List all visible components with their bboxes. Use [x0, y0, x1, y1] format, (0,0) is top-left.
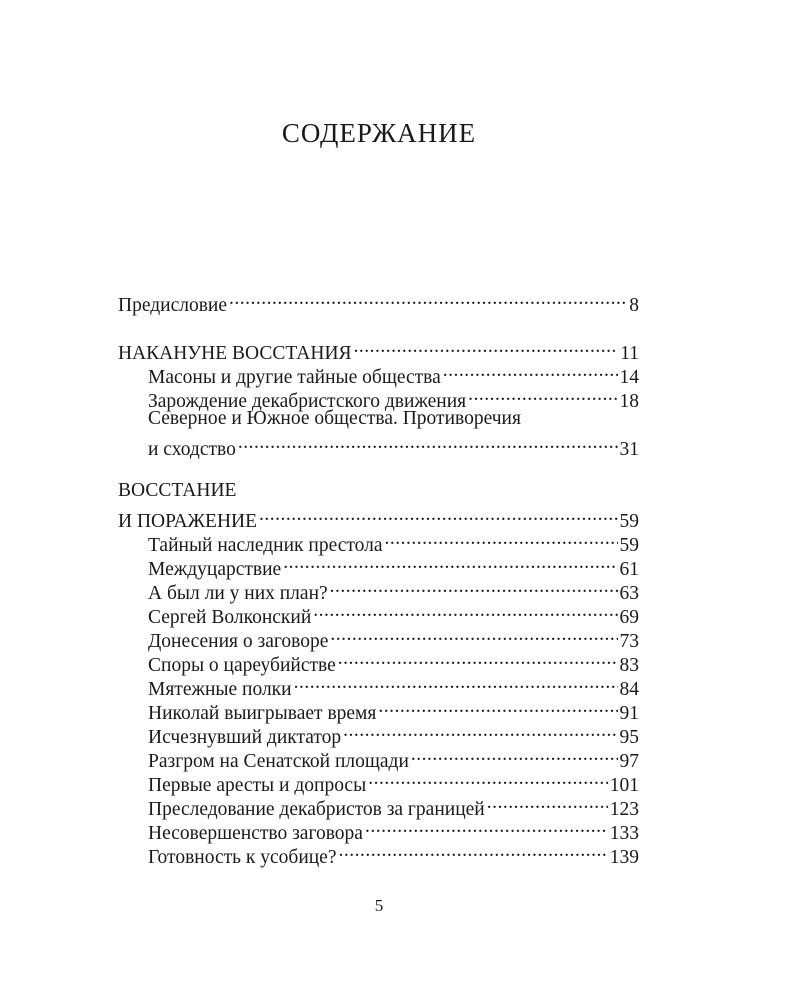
dot-leader — [368, 767, 608, 791]
page-number: 5 — [374, 896, 384, 915]
dot-leader — [294, 671, 618, 695]
toc-entry-label: Споры о цареубийстве — [148, 655, 336, 676]
toc-entry-label: Готовность к усобице? — [148, 847, 337, 868]
toc-entry-page: 83 — [619, 655, 639, 676]
toc-entry-label-line: Северное и Южное общества. Противоречия — [148, 408, 521, 429]
toc-entry-label: Мятежные полки — [148, 679, 292, 700]
toc-entry-page: 95 — [619, 727, 639, 748]
dot-leader — [443, 359, 618, 383]
dot-leader — [339, 839, 608, 863]
toc-entry-label: Междуцарствие — [148, 559, 282, 580]
toc-entry-page: 63 — [619, 583, 639, 604]
toc-entry-label: Несовершенство заговора — [148, 823, 363, 844]
toc-entry-page: 8 — [629, 295, 639, 316]
dot-leader — [468, 383, 617, 407]
toc-entry-label: Преследование декабристов за границей — [148, 799, 485, 820]
toc-entry-page: 133 — [609, 823, 639, 844]
toc-entry-label: Исчезнувший диктатор — [148, 727, 342, 748]
toc-entry-page: 59 — [619, 511, 639, 532]
toc-entry-page: 91 — [619, 703, 639, 724]
toc-entry-page: 69 — [619, 607, 639, 628]
dot-leader — [229, 287, 627, 311]
toc-entry-label: и сходство — [148, 439, 236, 460]
toc-entry-page: 31 — [619, 439, 639, 460]
dot-leader — [354, 335, 619, 359]
toc-entry-label: Тайный наследник престола — [148, 535, 383, 556]
toc-entry-page: 139 — [609, 847, 639, 868]
toc-entry-label: Николай выигрывает время — [148, 703, 377, 724]
toc-entry-page: 11 — [620, 343, 639, 364]
toc-entry-page: 97 — [619, 751, 639, 772]
dot-leader — [343, 719, 617, 743]
toc-entry-page: 61 — [619, 559, 639, 580]
toc-entry-page: 59 — [619, 535, 639, 556]
dot-leader — [338, 647, 618, 671]
toc-entry-page: 123 — [609, 799, 639, 820]
dot-leader — [487, 791, 608, 815]
dot-leader — [313, 599, 617, 623]
toc-entry-page: 14 — [619, 367, 639, 388]
toc-entry-label: А был ли у них план? — [148, 583, 328, 604]
toc-entry-label: Сергей Волконский — [148, 607, 312, 628]
toc-entry-page: 18 — [619, 391, 639, 412]
toc-entry-page: 84 — [619, 679, 639, 700]
toc-part-label: И ПОРАЖЕНИЕ — [118, 511, 258, 532]
toc-entry-label: Зарождение декабристского движения — [148, 391, 467, 412]
dot-leader — [378, 695, 617, 719]
toc-entry-label: Масоны и другие тайные общества — [148, 367, 441, 388]
dot-leader — [330, 575, 618, 599]
toc-entry-label: Предисловие — [118, 295, 228, 316]
table-of-contents — [118, 287, 639, 868]
dot-leader — [385, 527, 618, 551]
toc-entry-label: Донесения о заговоре — [148, 631, 329, 652]
toc-entry-label: Первые аресты и допросы — [148, 775, 367, 796]
toc-entry — [118, 431, 639, 460]
toc-part-heading — [118, 335, 639, 364]
toc-entry-preface — [118, 287, 639, 316]
page-title: СОДЕРЖАНИЕ — [281, 118, 477, 148]
dot-leader — [365, 815, 608, 839]
toc-part-heading — [118, 503, 639, 532]
dot-leader — [330, 623, 617, 647]
dot-leader — [238, 431, 618, 455]
dot-leader — [259, 503, 617, 527]
dot-leader — [283, 551, 617, 575]
toc-entry-label: Разгром на Сенатской площади — [148, 751, 409, 772]
toc-entry-page: 73 — [619, 631, 639, 652]
dot-leader — [411, 743, 618, 767]
toc-entry-page: 101 — [609, 775, 639, 796]
toc-part-label: НАКАНУНЕ ВОССТАНИЯ — [118, 343, 352, 364]
toc-part-label-line: ВОССТАНИЕ — [118, 480, 237, 501]
